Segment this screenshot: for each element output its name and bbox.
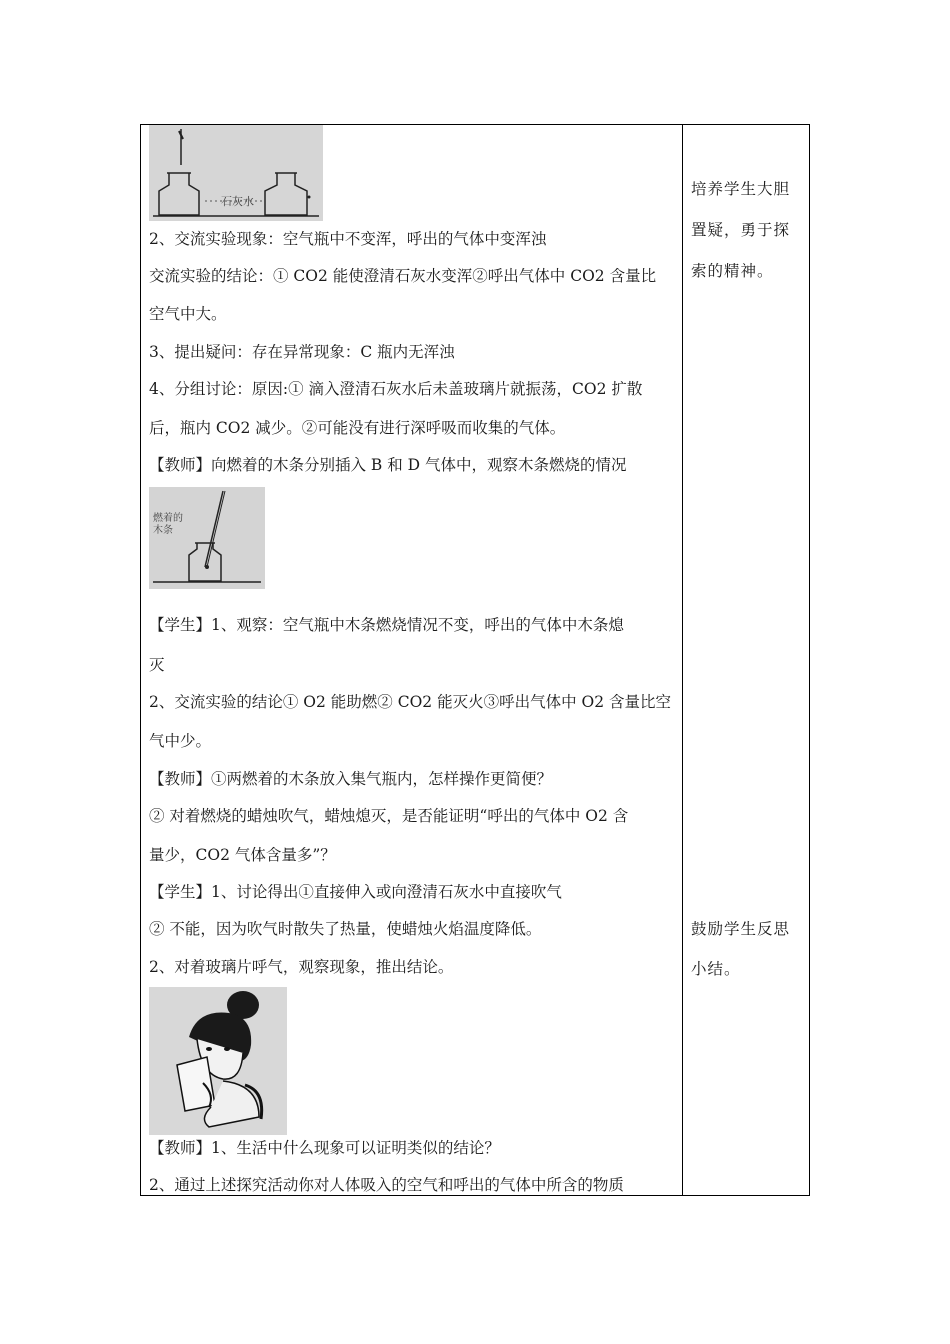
- column-divider: [682, 125, 683, 1195]
- text-line: 【教师】①两燃着的木条放入集气瓶内，怎样操作更简便？: [149, 770, 553, 788]
- lesson-table: [140, 124, 810, 1196]
- text-line: 【学生】1、讨论得出①直接伸入或向澄清石灰水中直接吹气: [149, 883, 562, 901]
- figure-girl-breathing-on-glass: [149, 987, 287, 1135]
- text-line: 气中少。: [149, 732, 212, 750]
- text-line: 2、对着玻璃片呼气，观察现象，推出结论。: [149, 958, 454, 976]
- text-line: 【教师】1、生活中什么现象可以证明类似的结论？: [149, 1139, 500, 1157]
- text-line: 2、交流实验的结论① O2 能助燃② CO2 能灭火③呼出气体中 O2 含量比空: [149, 693, 671, 711]
- figure1-label: 石灰水: [221, 195, 254, 208]
- text-line: 2、交流实验现象：空气瓶中不变浑，呼出的气体中变浑浊: [149, 230, 547, 248]
- text-line: 3、提出疑问：存在异常现象：C 瓶内无浑浊: [149, 343, 455, 361]
- figure-burning-stick: [149, 487, 265, 589]
- side-note-line: 置疑，勇于探: [691, 221, 791, 239]
- side-note-line: 索的精神。: [691, 262, 774, 280]
- figure2-label: 燃着的: [153, 513, 183, 524]
- text-line: 4、分组讨论：原因:① 滴入澄清石灰水后未盖玻璃片就振荡，CO2 扩散: [149, 380, 643, 398]
- side-note-line: 鼓励学生反思: [691, 920, 791, 938]
- text-line: 2、通过上述探究活动你对人体吸入的空气和呼出的气体中所含的物质: [149, 1176, 624, 1194]
- text-line: ② 对着燃烧的蜡烛吹气，蜡烛熄灭，是否能证明“呼出的气体中 O2 含: [149, 807, 629, 825]
- figure-limewater-bottles: [149, 125, 323, 221]
- text-line: 灭: [149, 656, 165, 674]
- text-line: 量少，CO2 气体含量多”？: [149, 846, 336, 864]
- figure2-label: 木条: [153, 525, 173, 536]
- text-line: 【学生】1、观察：空气瓶中木条燃烧情况不变，呼出的气体中木条熄: [149, 616, 624, 634]
- text-line: 后，瓶内 CO2 减少。②可能没有进行深呼吸而收集的气体。: [149, 419, 566, 437]
- text-line: 空气中大。: [149, 305, 227, 323]
- text-line: 交流实验的结论：① CO2 能使澄清石灰水变浑②呼出气体中 CO2 含量比: [149, 267, 657, 285]
- side-note-line: 小结。: [691, 960, 741, 978]
- text-line: ② 不能，因为吹气时散失了热量，使蜡烛火焰温度降低。: [149, 920, 542, 938]
- text-line: 【教师】向燃着的木条分别插入 B 和 D 气体中，观察木条燃烧的情况: [149, 456, 627, 474]
- side-note-line: 培养学生大胆: [691, 180, 791, 198]
